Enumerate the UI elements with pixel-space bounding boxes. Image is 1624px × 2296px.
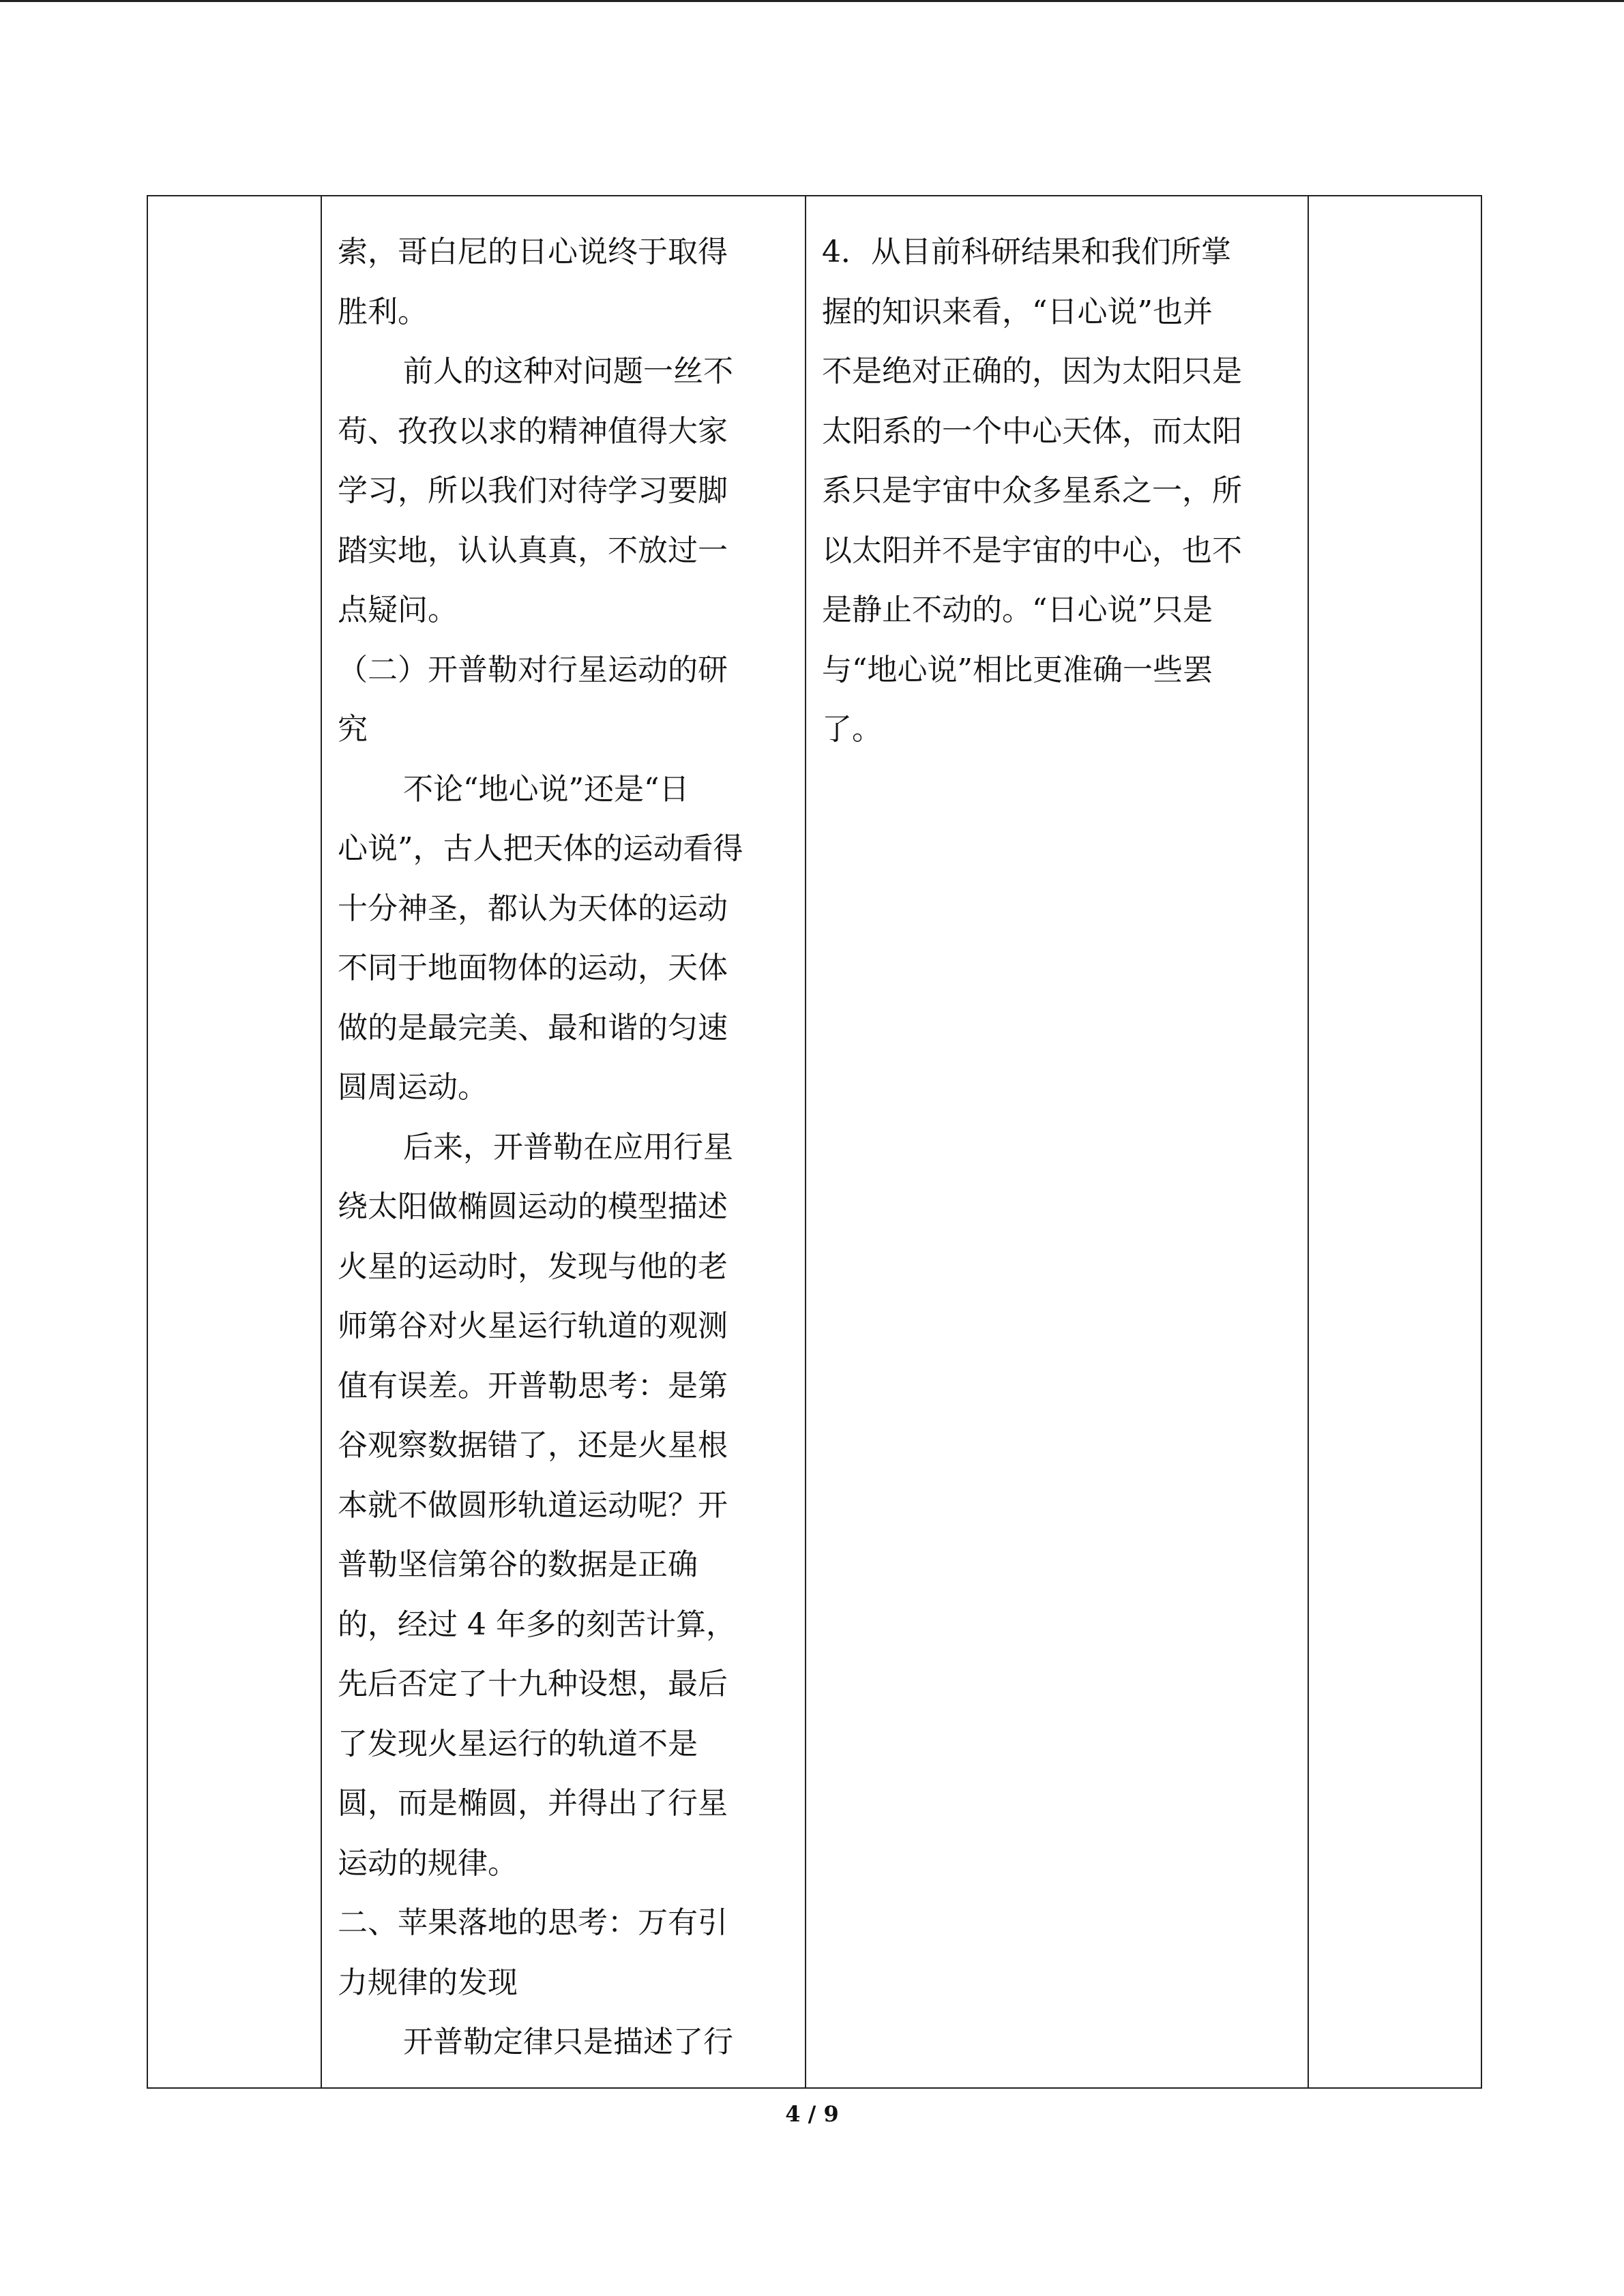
text-line: 胜利。	[338, 294, 428, 329]
text-line: 系只是宇宙中众多星系之一，所	[822, 473, 1242, 508]
text-line: 运动的规律。	[338, 1845, 518, 1881]
text-line: 学习，所以我们对待学习要脚	[338, 473, 728, 508]
text-line: 了发现火星运行的轨道不是	[338, 1726, 698, 1761]
text-line: 索，哥白尼的日心说终于取得	[338, 235, 728, 269]
column-divider-2	[805, 196, 806, 2087]
section-heading: 二、苹果落地的思考：万有引	[338, 1905, 728, 1940]
text-line: 点疑问。	[338, 593, 458, 627]
text-line: 师第谷对火星运行轨道的观测	[338, 1309, 728, 1343]
text-line: 火星的运动时，发现与他的老	[338, 1249, 728, 1284]
text-line: 谷观察数据错了，还是火星根	[338, 1428, 728, 1463]
top-border-line	[0, 0, 1624, 2]
text-line: 踏实地，认认真真，不放过一	[338, 533, 728, 568]
text-line: 先后否定了十九种设想，最后	[338, 1667, 728, 1701]
text-line: 圆，而是椭圆，并得出了行星	[338, 1786, 728, 1821]
table-cell-left	[148, 196, 321, 2087]
text-line: 不论“地心说”还是“日	[403, 771, 690, 807]
text-line: 普勒坚信第谷的数据是正确	[338, 1547, 698, 1582]
text-line: 心说”，古人把天体的运动看得	[338, 831, 743, 866]
text-line: 是静止不动的。“日心说”只是	[822, 593, 1213, 627]
text-line: 的，经过 4 年多的刻苦计算，	[338, 1607, 736, 1642]
section-heading: 究	[338, 712, 368, 747]
text-line: 不同于地面物体的运动，天体	[338, 951, 728, 985]
page-number: 4 / 9	[785, 2101, 839, 2127]
table-cell-student-activity	[822, 222, 1306, 2087]
text-line: 4．从目前科研结果和我们所掌	[822, 235, 1231, 269]
text-line: 太阳系的一个中心天体，而太阳	[822, 413, 1242, 449]
text-line: 值有误差。开普勒思考：是第	[338, 1368, 728, 1403]
text-line: 了。	[822, 712, 882, 747]
text-line: 绕太阳做椭圆运动的模型描述	[338, 1189, 728, 1224]
column-divider-1	[321, 196, 322, 2087]
section-heading: （二）开普勒对行星运动的研	[338, 652, 728, 687]
text-line: 与“地心说”相比更准确一些罢	[822, 652, 1213, 687]
text-line: 做的是最完美、最和谐的匀速	[338, 1010, 728, 1045]
text-line: 开普勒定律只是描述了行	[403, 2025, 733, 2059]
text-line: 握的知识来看，“日心说”也并	[822, 294, 1213, 329]
text-line: 后来，开普勒在应用行星	[403, 1129, 733, 1165]
text-line: 不是绝对正确的，因为太阳只是	[822, 354, 1242, 389]
table-cell-right	[1309, 196, 1481, 2087]
table-cell-teaching-content	[338, 222, 803, 2087]
text-line: 圆周运动。	[338, 1070, 488, 1105]
text-line: 十分神圣，都认为天体的运动	[338, 891, 728, 926]
text-line: 苟、孜孜以求的精神值得大家	[338, 413, 728, 449]
text-line: 本就不做圆形轨道运动呢？开	[338, 1487, 728, 1523]
section-heading: 力规律的发现	[338, 1965, 518, 2000]
text-line: 前人的这种对问题一丝不	[403, 354, 733, 389]
lesson-plan-table	[147, 195, 1482, 2089]
text-line: 以太阳并不是宇宙的中心，也不	[822, 533, 1242, 568]
